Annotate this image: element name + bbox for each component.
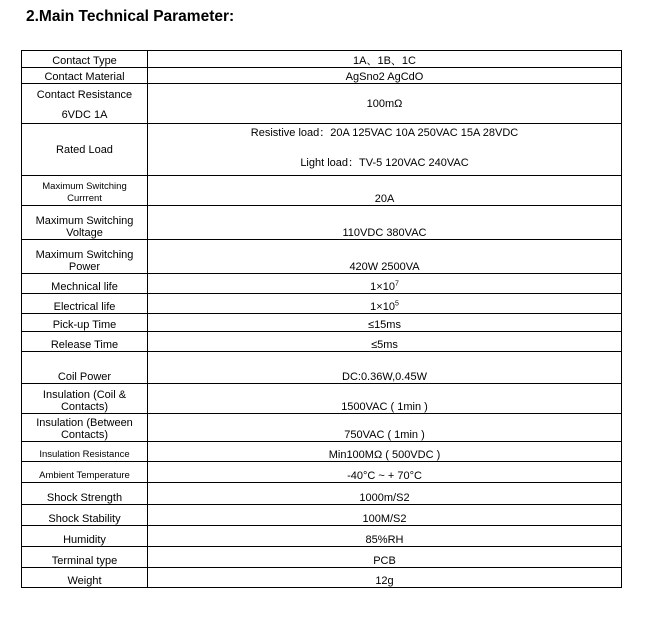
table-row <box>22 442 622 462</box>
param-value: 750VAC ( 1min ) <box>148 414 622 442</box>
table-row <box>22 294 622 314</box>
param-label: Shock Stability <box>22 505 148 526</box>
param-value: PCB <box>148 547 622 568</box>
table-row <box>22 414 622 442</box>
param-label: Maximum Switching Voltage <box>22 206 148 240</box>
value-base: 1×10 <box>370 301 395 313</box>
param-value: 1500VAC ( 1min ) <box>148 384 622 414</box>
technical-parameter-table <box>21 50 622 588</box>
table-row <box>22 505 622 526</box>
table-row <box>22 274 622 294</box>
param-value: AgSno2 AgCdO <box>148 68 622 84</box>
table-row <box>22 240 622 274</box>
value-exponent: 5 <box>394 300 399 308</box>
param-value-line1: Resistive load：20A 125VAC 10A 250VAC 15A 28VDC <box>250 127 519 139</box>
table-row <box>22 568 622 588</box>
param-label-line1: Contact Resistance <box>36 89 133 101</box>
param-label: Pick-up Time <box>22 314 148 332</box>
param-label <box>22 84 148 124</box>
param-value: 110VDC 380VAC <box>148 206 622 240</box>
param-label: Coil Power <box>22 352 148 384</box>
param-label: Humidity <box>22 526 148 547</box>
param-value: 85%RH <box>148 526 622 547</box>
section-title: 2.Main Technical Parameter: <box>26 8 235 25</box>
param-label: Electrical life <box>22 294 148 314</box>
param-value <box>148 274 622 294</box>
param-label: Maximum Switching Currrent <box>22 176 148 206</box>
param-label: Release Time <box>22 332 148 352</box>
table-row <box>22 84 622 124</box>
table-row <box>22 483 622 505</box>
param-label: Contact Type <box>22 51 148 68</box>
table-row <box>22 526 622 547</box>
param-value <box>148 294 622 314</box>
param-label: Rated Load <box>22 124 148 176</box>
param-label: Insulation Resistance <box>22 442 148 462</box>
table-row <box>22 332 622 352</box>
value-exponent: 7 <box>394 280 399 288</box>
param-label: Weight <box>22 568 148 588</box>
param-value: 420W 2500VA <box>148 240 622 274</box>
param-value: 100mΩ <box>148 84 622 124</box>
param-label: Insulation (Coil & Contacts) <box>22 384 148 414</box>
table-row <box>22 206 622 240</box>
table-row <box>22 462 622 483</box>
param-value: DC:0.36W,0.45W <box>148 352 622 384</box>
table-row <box>22 176 622 206</box>
param-value: 1A、1B、1C <box>148 51 622 68</box>
table-row <box>22 314 622 332</box>
param-label: Contact Material <box>22 68 148 84</box>
table-row <box>22 124 622 176</box>
param-label: Insulation (Between Contacts) <box>22 414 148 442</box>
param-value: ≤15ms <box>148 314 622 332</box>
table-row <box>22 384 622 414</box>
param-value: Min100MΩ ( 500VDC ) <box>148 442 622 462</box>
param-label: Mechnical life <box>22 274 148 294</box>
param-value: -40°C ~ + 70°C <box>148 462 622 483</box>
table-row <box>22 352 622 384</box>
param-value: 1000m/S2 <box>148 483 622 505</box>
param-value: 100M/S2 <box>148 505 622 526</box>
param-value <box>148 124 622 176</box>
param-value: ≤5ms <box>148 332 622 352</box>
param-label: Terminal type <box>22 547 148 568</box>
param-label-line2: 6VDC 1A <box>61 109 108 121</box>
table-row <box>22 68 622 84</box>
param-value: 20A <box>148 176 622 206</box>
value-base: 1×10 <box>370 281 395 293</box>
table-row <box>22 51 622 68</box>
param-label: Ambient Temperature <box>22 462 148 483</box>
table-row <box>22 547 622 568</box>
param-label: Shock Strength <box>22 483 148 505</box>
param-value: 12g <box>148 568 622 588</box>
param-value-line2: Light load：TV-5 120VAC 240VAC <box>300 157 469 169</box>
param-label: Maximum Switching Power <box>22 240 148 274</box>
